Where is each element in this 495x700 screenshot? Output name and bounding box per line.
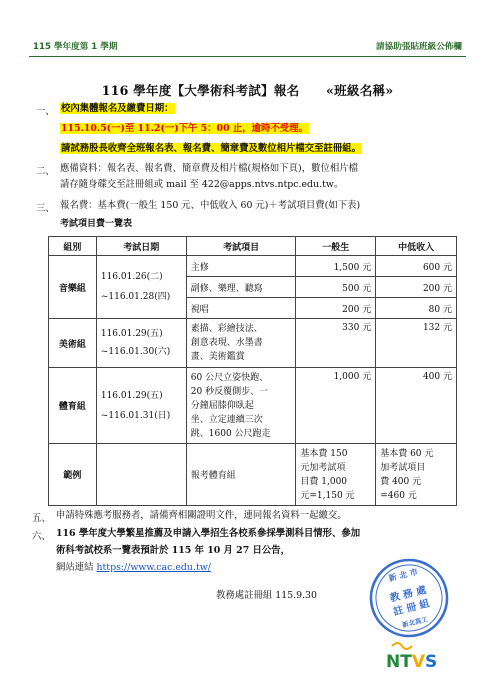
section2-line1: 應備資料：報名表、報名費、簡章費及相片檔(規格如下頁)，數位相片檔 [60, 163, 358, 174]
seal-bottom-text: 新北高工 [401, 615, 429, 630]
group-music: 音樂組 [49, 256, 97, 319]
group-example: 範例 [49, 444, 97, 506]
ntvs-logo [382, 640, 452, 670]
registration-dates: 115.10.5(一)至 11.2(一)下午 5：00 止， [61, 123, 252, 134]
table-header-row [49, 237, 457, 256]
group-art: 美術組 [49, 319, 97, 368]
cac-website-link[interactable]: https://www.cac.edu.tw/ [96, 562, 211, 573]
music-sight-low: 80 元 [376, 298, 457, 319]
section3-line1: 報名費：基本費(一般生 150 元、中低收入 60 元)＋考試項目費(如下表) [60, 200, 361, 211]
music-minor-low: 200 元 [376, 277, 457, 298]
art-dates: 116.01.29(五) ~116.01.30(六) [96, 319, 186, 368]
col-header-low-income: 中低收入 [376, 237, 457, 256]
music-major-general: 1,500 元 [296, 256, 376, 277]
late-notice: 逾時不受理。 [251, 123, 308, 134]
pe-low: 400 元 [376, 368, 457, 444]
section3-number: 三、 [36, 203, 55, 214]
semester-label: 115 學年度第 1 學期 [33, 42, 118, 52]
section6-line2: 術科考試校系一覽表預計於 115 年 10 月 27 日公告， [56, 545, 290, 556]
fee-table-title: 考試項目費一覽表 [60, 219, 133, 229]
bulletin-note: 請協助張貼班級公佈欄 [376, 42, 462, 52]
section6-number: 六、 [32, 531, 51, 542]
header-divider [29, 56, 466, 57]
music-item-sight: 視唱 [186, 298, 296, 319]
music-item-minor: 副修、樂理、聽寫 [186, 277, 296, 298]
section1-dates [60, 121, 309, 136]
music-item-major: 主修 [186, 256, 296, 277]
example-general: 基本費 150 元加考試項 目費 1,000 元=1,150 元 [296, 444, 376, 506]
logo-swoosh-icon [392, 643, 412, 649]
col-header-date: 考試日期 [96, 237, 186, 256]
music-sight-general: 200 元 [296, 298, 376, 319]
title-main: 116 學年度【大學術科考試】報名 [101, 83, 300, 98]
section6-line1: 116 學年度大學繁星推薦及申請入學招生各校系參採學測科目情形、參加 [56, 528, 361, 539]
table-row [49, 256, 457, 277]
pe-dates: 116.01.29(五) ~116.01.31(日) [96, 368, 186, 444]
example-date-empty [96, 444, 186, 506]
office-signature: 教務處註冊組 115.9.30 [216, 590, 317, 601]
table-row [49, 368, 457, 444]
col-header-group: 組別 [49, 237, 97, 256]
section1-note: 請試務股長收齊全班報名表、報名費、簡章費及數位相片檔交至註冊組。 [61, 143, 362, 154]
art-items: 素描、彩繪技法、 創意表現、水墨書 畫、美術鑑賞 [186, 319, 296, 368]
class-name-field: «班級名稱» [326, 83, 394, 98]
page-title [0, 80, 495, 99]
art-general: 330 元 [296, 319, 376, 368]
example-low: 基本費 60 元 加考試項目 費 400 元 =460 元 [376, 444, 457, 506]
music-minor-general: 500 元 [296, 277, 376, 298]
example-item: 報考體育組 [186, 444, 296, 506]
logo-text: NTVS [386, 652, 438, 670]
registration-office-seal [366, 555, 452, 641]
section2-line2: 請存隨身碟交至註冊組或 mail 至 422@apps.ntvs.ntpc.edu.tw。 [60, 179, 344, 190]
section5-text: 申請特殊應考服務者，請備齊相關證明文件，連同報名資料一起繳交。 [56, 510, 347, 521]
section6-line3: 網站連結 https://www.cac.edu.tw/ [56, 562, 211, 573]
music-major-low: 600 元 [376, 256, 457, 277]
pe-items: 60 公尺立姿快跑、 20 秒反覆側步、一 分鐘屈膝仰臥起 坐、立定連續三次 跳、1600 公尺跑走 [186, 368, 296, 444]
seal-middle2-text: 註 冊 組 [392, 598, 431, 618]
section1-number: 一、 [36, 106, 55, 117]
section5-number: 五、 [32, 513, 51, 524]
art-low: 132 元 [376, 319, 457, 368]
music-dates: 116.01.26(二) ~116.01.28(四) [96, 256, 186, 319]
fee-table [48, 236, 457, 506]
group-pe: 體育組 [49, 368, 97, 444]
table-row [49, 319, 457, 368]
seal-top-text: 新 北 市 [387, 567, 419, 584]
section2-number: 二、 [36, 166, 55, 177]
page-header [29, 40, 466, 54]
col-header-item: 考試項目 [186, 237, 296, 256]
seal-middle1-text: 教 務 處 [388, 584, 428, 605]
table-row [49, 444, 457, 506]
section1-label: 校內集體報名及繳費日期： [61, 103, 174, 114]
col-header-general: 一般生 [296, 237, 376, 256]
pe-general: 1,000 元 [296, 368, 376, 444]
